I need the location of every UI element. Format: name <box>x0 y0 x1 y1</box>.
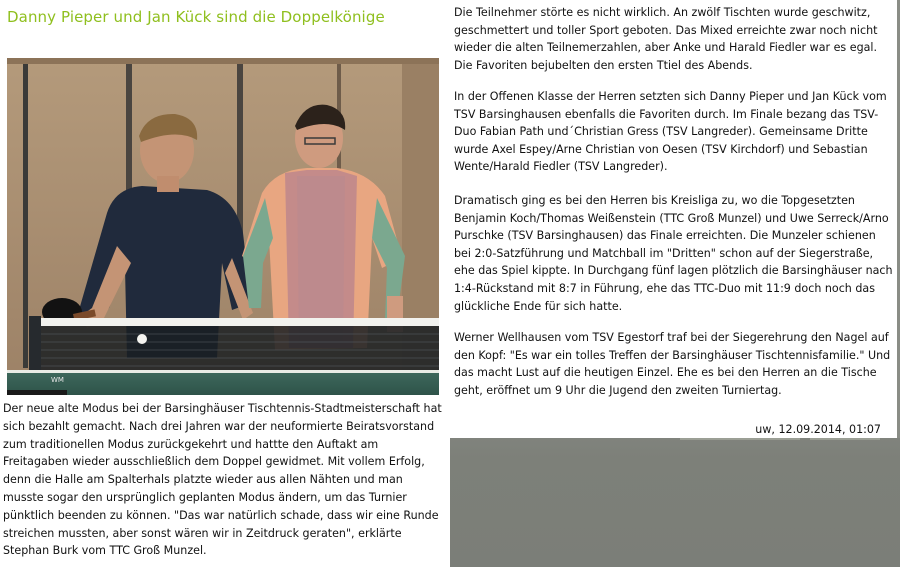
article-paragraph-1: Die Teilnehmer störte es nicht wirklich. An zwölf Tischten wurde geschwitz, geschmettert und toller Sport geboten. Das Mixed erreichte zwar noch nicht wieder die alten Teilnemerzahlen, aber Anke und Harald Fiedler war es egal. Die Favoriten bejubelten den ersten Ttiel des Abends. <box>454 6 878 72</box>
article-paragraph-4: Werner Wellhausen vom TSV Egestorf traf bei der Siegerehrung den Nagel auf den Kopf: "Es war ein tolles Treffen der Barsinghäuser Tischtennisfamilie." Und das macht Lust auf die heutigen Einzel. Ehe es bei den Herren an die Tische geht, eröffnet um 9 Uhr die Jugend den zweiten Turniertag. <box>454 331 891 397</box>
article-paragraph-2: In der Offenen Klasse der Herren setzten sich Danny Pieper und Jan Kück vom TSV Barsinghausen ebenfalls die Favoriten durch. Im Finale bezang das TSV-Duo Fabian Path und´Christian Gress (TSV Langreder). Gemeinsame Dritte wurde Axel Espey/Arne Christian von Oesen (TSV Kirchdorf) und Sebastian Wente/Harald Fiedler (TSV Langreder). <box>454 90 887 174</box>
left-column <box>0 0 446 567</box>
article-byline: uw, 12.09.2014, 01:07 <box>755 423 881 436</box>
article-paragraph-3: Dramatisch ging es bei den Herren bis Kreisliga zu, wo die Topgesetzten Benjamin Koch/Thomas Weißenstein (TTC Groß Munzel) und Uwe Serreck/Arno Purschke (TSV Barsinghausen) das Finale erreichten. Die Munzeler schienen bei 2:0-Satzführung und Matchball im "Dritten" schon auf der Siegerstraße, ehe das Spiel kippte. In Durchgang fünf lagen plötzlich die Barsinghäuser nach 1:4-Rückstand mit 8:7 in Führung, ehe das TTC-Duo mit 11:9 doch noch das glückliche Ende für sich hatte. <box>454 194 893 313</box>
table-tennis-photo-image <box>7 58 439 395</box>
article-continuation-panel <box>450 0 897 438</box>
grey-background-area <box>450 438 900 567</box>
table-tennis-table <box>7 370 439 395</box>
article-intro-text: Der neue alte Modus bei der Barsinghäuser Tischtennis-Stadtmeisterschaft hat sich bezahlt gemacht. Nach drei Jahren war der neuformierte Beiratsvorstand zum traditionellen Modus zurückgekehrt und hattte den Auftakt am Freitagaben wieder ausschließlich dem Doppel gewidmet. Mit vollem Erfolg, denn die Halle am Spalterhals platzte wieder aus allen Nähten und man musste sogar den ursprünglich geplanten Modus ändern, um das Turnier pünktlich beenden zu können. "Das war natürlich schade, dass wir eine Runde streichen mussten, aber sonst wären wir in Zeitdruck geraten", erklärte Stephan Burk vom TTC Groß Munzel. <box>3 402 442 558</box>
article-headline: Danny Pieper und Jan Kück sind die Doppelkönige <box>7 8 385 26</box>
net-brand-label: WM <box>51 376 64 384</box>
article-photo <box>7 58 439 395</box>
right-column <box>450 0 900 567</box>
